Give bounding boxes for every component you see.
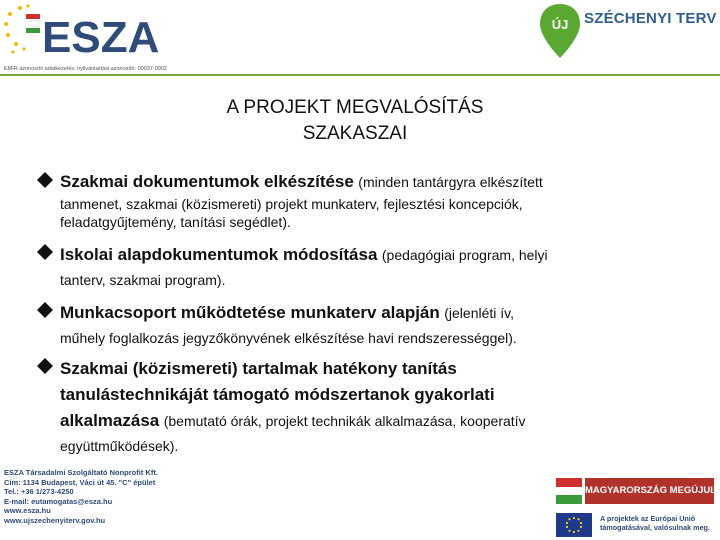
diamond-bullet-icon	[36, 171, 54, 189]
bullet-text	[60, 300, 517, 349]
eu-support-line: támogatásával, valósulnak meg.	[600, 523, 710, 532]
szechenyi-terv-text: SZÉCHENYI TERV	[584, 10, 717, 27]
org-email[interactable]: E-mail: eutamogatas@esza.hu	[4, 496, 113, 506]
org-address: Cím: 1134 Budapest, Váci út 45. "C" épület	[4, 477, 156, 487]
slide-header	[0, 0, 720, 78]
diamond-bullet-icon	[36, 301, 54, 319]
bullet-detail: (minden tantárgyra elkészített	[358, 174, 543, 190]
diamond-bullet-icon	[36, 243, 54, 261]
hungarian-flag-icon	[556, 478, 582, 504]
org-phone: Tel.: +36 1/273-4250	[4, 487, 74, 497]
eu-support-line: A projektek az Európai Unió	[600, 514, 696, 523]
bullet-line: tanmenet, szakmai (közismereti) projekt munkaterv, fejlesztési koncepciók,	[60, 196, 523, 212]
bullet-heading: alkalmazása	[60, 411, 160, 430]
bullet-line: műhely foglalkozás jegyzőkönyvének elkészítése havi rendszerességgel).	[60, 330, 517, 346]
slide-title	[150, 95, 560, 147]
bullet-heading: Munkacsoport működtetése munkaterv alapján	[60, 303, 440, 322]
bullet-heading: tanulástechnikáját támogató módszertanok gyakorlati	[60, 385, 495, 404]
svg-text:ÚJ: ÚJ	[551, 17, 569, 32]
bullet-heading: Iskolai alapdokumentumok módosítása	[60, 245, 378, 264]
bullet-heading: Szakmai (közismereti) tartalmak hatékony tanítás	[60, 359, 457, 378]
bullet-detail: (bemutató órák, projekt technikák alkalmazása, kooperatív	[163, 413, 526, 429]
bullet-line: feladatgyűjtemény, tanítási segédlet).	[60, 214, 291, 230]
bullet-heading: Szakmai dokumentumok elkészítése	[60, 172, 354, 191]
bullet-text	[60, 170, 543, 231]
szechenyi-website-link[interactable]: www.ujszechenyiterv.gov.hu	[4, 515, 106, 525]
org-name: ESZA Társadalmi Szolgáltató Nonprofit Kft.	[4, 468, 158, 477]
registry-note: EMIR azonosító adatkezelés: nyilvántartási azonosító: 00937-0002	[4, 66, 167, 72]
org-website-link[interactable]: www.esza.hu	[4, 506, 51, 516]
bullet-text	[60, 242, 548, 291]
bullet-line: együttműködések).	[60, 438, 179, 454]
title-line-2: SZAKASZAI	[302, 123, 408, 144]
bullet-detail: (pedagógiai program, helyi	[381, 247, 548, 263]
svg-text:ESZA: ESZA	[42, 13, 160, 62]
bullet-line: tanterv, szakmai program).	[60, 272, 226, 288]
bullet-detail: (jelenléti ív,	[444, 305, 515, 321]
bullet-text	[60, 356, 526, 457]
diamond-bullet-icon	[36, 357, 54, 375]
szechenyi-terv-logo	[538, 2, 582, 62]
title-line-1: A PROJEKT MEGVALÓSÍTÁS	[226, 97, 484, 118]
eu-support-note	[600, 514, 710, 532]
esza-logo	[2, 4, 160, 64]
header-divider	[0, 74, 720, 76]
org-contact-block	[4, 468, 158, 526]
eu-flag-icon	[556, 513, 592, 537]
magyarorszag-megujul-badge: MAGYARORSZÁG MEGÚJUL	[585, 478, 714, 504]
